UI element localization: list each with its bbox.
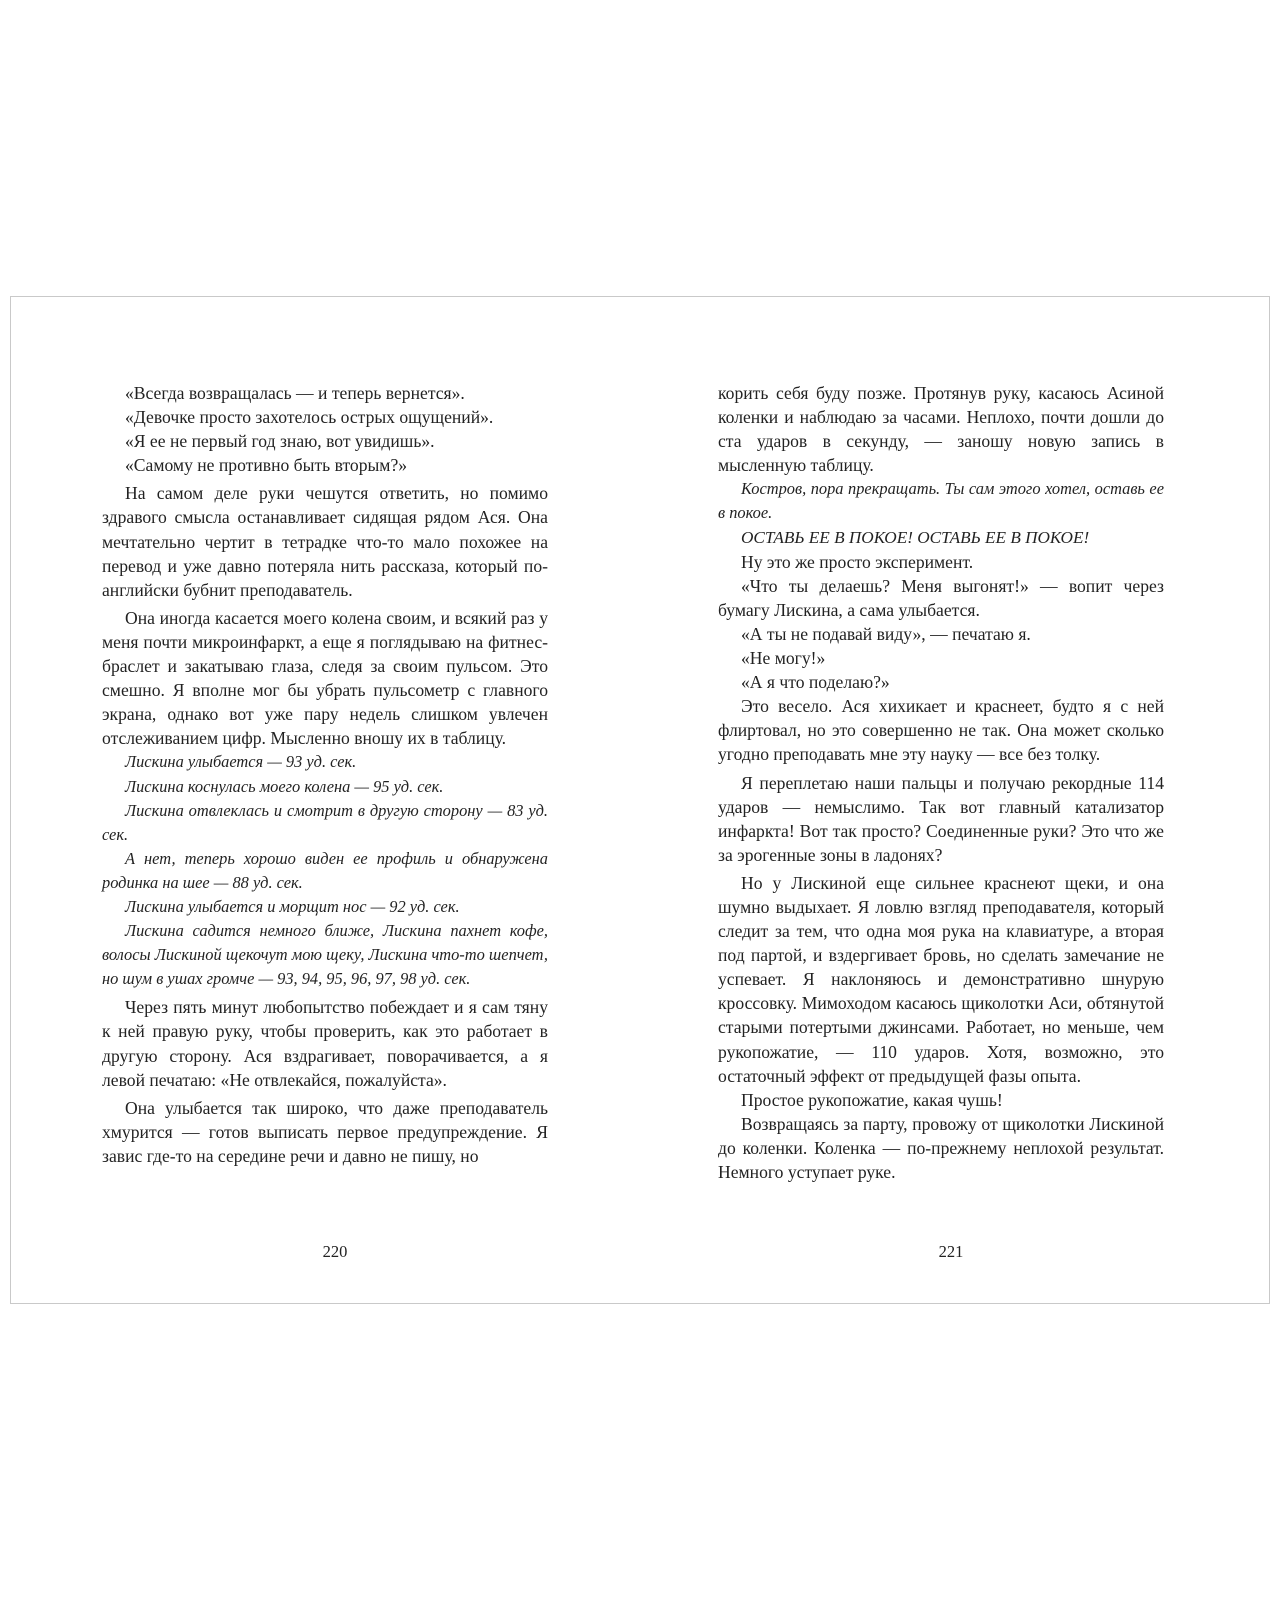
paragraph: Она иногда касается моего колена своим, и всякий раз у меня почти микроинфаркт, а еще я поглядываю на фитнес-браслет и закатываю глаза, следя за своим пульсом. Это смешно. Я вполне мог бы убрать пульсометр с главного экрана, однако вот уже пару недель слишком увлечен отслеживанием цифр. Мысленно вношу их в таблицу. [102,607,548,749]
paragraph: На самом деле руки чешутся ответить, но помимо здравого смысла останавливает сидящая рядом Ася. Она мечтательно чертит в тетрадке что-то мало похожее на перевод и уже давно потеряла нить рассказа, который по-английски бубнит преподаватель. [102,483,548,600]
paragraph: «Самому не противно быть вторым?» [125,455,408,476]
paragraph: Простое рукопожатие, какая чушь! [741,1089,1003,1110]
paragraph: корить себя буду позже. Протянув руку, касаюсь Асиной коленки и наблюдаю за часами. Неплохо, почти дошли до ста ударов в секунду, — заношу новую запись в мысленную таблицу. [718,383,1164,476]
paragraph: Я переплетаю наши пальцы и получаю рекордные 114 ударов — немыслимо. Так вот главный катализатор инфаркта! Вот так просто? Соединенные руки? Это что же за эрогенные зоны в ладонях? [718,772,1164,865]
paragraph: «Не могу!» [741,648,826,669]
paragraph: Через пять минут любопытство побеждает и я сам тяну к ней правую руку, чтобы проверить, как это работает в другую сторону. Ася вздрагивает, поворачивается, а я левой печатаю: «Не отвлекайся, пожалуйста». [102,997,548,1090]
paragraph: Она улыбается так широко, что даже преподаватель хмурится — готов выписать первое предупреждение. Я завис где-то на середине речи и давно не пишу, но [102,1097,548,1166]
book-spread [10,296,1270,1304]
paragraph: «Всегда возвращалась — и теперь вернется». [125,383,465,403]
italic-paragraph: Лискина коснулась моего колена — 95 уд. сек. [125,776,444,796]
paragraph: Ну это же просто эксперимент. [741,551,974,572]
paragraph: «А ты не подавай виду», — печатаю я. [741,623,1031,644]
right-page-text [718,381,1164,1184]
paragraph: Возвращаясь за парту, провожу от щиколотки Лискиной до коленки. Коленка — по-прежнему неплохой результат. Немного уступает руке. [718,1113,1164,1182]
paragraph: «Что ты делаешь? Меня выгонят!» — вопит через бумагу Лискина, а сама улыбается. [718,575,1164,620]
page-number-right: 221 [938,1242,964,1261]
italic-paragraph: ОСТАВЬ ЕЕ В ПОКОЕ! ОСТАВЬ ЕЕ В ПОКОЕ! [741,527,1090,547]
paragraph: «А я что поделаю?» [741,672,890,693]
italic-paragraph: Лискина улыбается и морщит нос — 92 уд. сек. [125,896,460,916]
paragraph: Это весело. Ася хихикает и краснеет, будто я с ней флиртовал, но это совершенно не так. Она может сколько угодно преподавать мне эту науку — все без толку. [718,696,1164,765]
paragraph: «Девочке просто захотелось острых ощущений». [125,407,494,428]
italic-paragraph: Лискина отвлеклась и смотрит в другую сторону — 83 уд. сек. [102,800,548,844]
paragraph: «Я ее не первый год знаю, вот увидишь». [125,431,435,452]
italic-paragraph: Лискина садится немного ближе, Лискина пахнет кофе, волосы Лискиной щекочут мою щеку, Лискина что-то шепчет, но шум в ушах громче — 93, 94, 95, 96, 97, 98 уд. сек. [102,921,548,989]
italic-paragraph: Костров, пора прекращать. Ты сам этого хотел, оставь ее в покое. [718,479,1164,523]
paragraph: Но у Лискиной еще сильнее краснеют щеки, и она шумно выдыхает. Я ловлю взгляд преподавателя, который следит за тем, что одна моя рука на клавиатуре, а вторая под партой, и вздергивает бровь, но сделать замечание не успевает. Я наклоняюсь и демонстративно шнурую кроссовку. Мимоходом касаюсь щиколотки Аси, обтянутой старыми потертыми джинсами. Работает, но меньше, чем рукопожатие, — 110 ударов. Хотя, возможно, это остаточный эффект от предыдущей фазы опыта. [718,872,1164,1086]
italic-paragraph: А нет, теперь хорошо виден ее профиль и обнаружена родинка на шее — 88 уд. сек. [102,848,548,892]
left-page-text [102,381,548,1168]
italic-paragraph: Лискина улыбается — 93 уд. сек. [125,752,357,772]
page-number-left: 220 [322,1242,348,1261]
